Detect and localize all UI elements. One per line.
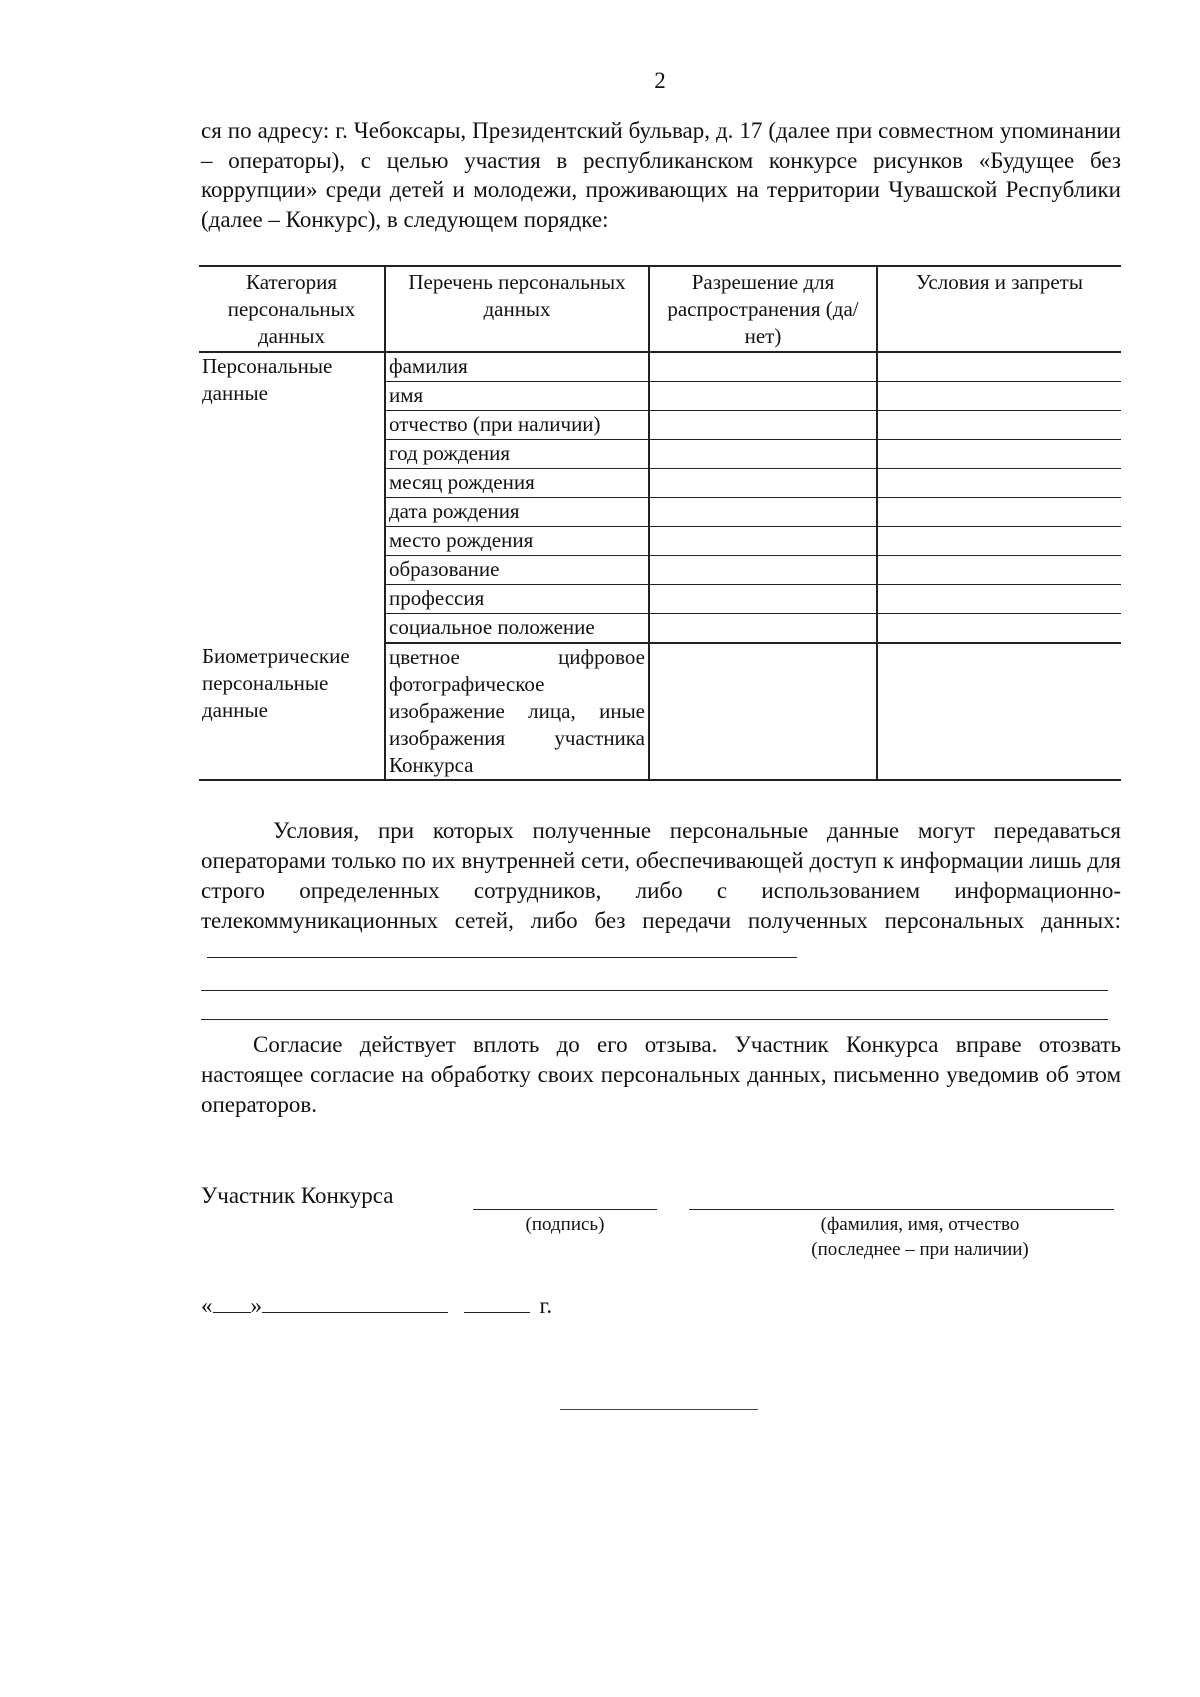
intro-paragraph: ся по адресу: г. Чебоксары, Президентский бульвар, д. 17 (далее при совместном упоминании – операторы), с целью участия в республиканском конкурсе рисунков «Будущее без коррупции» среди детей и молодежи, проживающих на территории Чувашской Республики (далее – Конкурс), в следующем порядке:: [201, 118, 1121, 232]
footer-divider: [560, 1409, 758, 1410]
table-row-item: фамилия: [385, 352, 649, 382]
header-conditions: Условия и запреты: [877, 266, 1121, 352]
conditions-cell[interactable]: [877, 498, 1121, 527]
permission-cell[interactable]: [649, 556, 877, 585]
consent-paragraph: Согласие действует вплоть до его отзыва. Участник Конкурса вправе отозвать настоящее согласие на обработку своих персональных данных, письменно уведомив об этом операторов.: [201, 1032, 1121, 1117]
conditions-cell[interactable]: [877, 411, 1121, 440]
signature-label: Участник Конкурса: [201, 1183, 394, 1208]
conditions-paragraph: [201, 816, 1121, 966]
category-biometric: Биометрические персональные данные: [199, 643, 385, 780]
permission-cell[interactable]: [649, 527, 877, 556]
conditions-fill-line-2[interactable]: [201, 990, 1108, 991]
conditions-cell[interactable]: [877, 585, 1121, 614]
page-number: 2: [654, 68, 666, 93]
permission-cell[interactable]: [649, 498, 877, 527]
conditions-fill-line-3[interactable]: [201, 1019, 1108, 1020]
category-personal: Персональные данные: [199, 352, 385, 643]
header-category: Категория персональных данных: [199, 266, 385, 352]
table-row-item: имя: [385, 382, 649, 411]
signature-line[interactable]: [473, 1209, 657, 1210]
conditions-cell[interactable]: [877, 352, 1121, 382]
table-row-item: профессия: [385, 585, 649, 614]
year-suffix: г.: [539, 1293, 553, 1318]
conditions-cell[interactable]: [877, 614, 1121, 644]
date-row: [201, 1293, 552, 1319]
conditions-cell[interactable]: [877, 469, 1121, 498]
table-row-item: место рождения: [385, 527, 649, 556]
conditions-text: Условия, при которых полученные персональные данные могут передаваться операторами только по их внутренней сети, обеспечивающей доступ к информации лишь для строго определенных сотрудников, либо с использованием информационно-телекоммуникационных сетей, либо без передачи полученных персональных данных:: [201, 818, 1121, 933]
table-row-item: социальное положение: [385, 614, 649, 644]
date-open-quote: «: [201, 1293, 213, 1318]
personal-data-table: [199, 265, 1121, 781]
permission-cell[interactable]: [649, 614, 877, 644]
year-field[interactable]: [464, 1294, 530, 1313]
table-row-item: отчество (при наличии): [385, 411, 649, 440]
date-close-quote: »: [250, 1293, 262, 1318]
permission-cell[interactable]: [649, 643, 877, 780]
conditions-cell[interactable]: [877, 382, 1121, 411]
permission-cell[interactable]: [649, 585, 877, 614]
table-row-item: дата рождения: [385, 498, 649, 527]
table-row-item: месяц рождения: [385, 469, 649, 498]
table-row-item: образование: [385, 556, 649, 585]
conditions-cell[interactable]: [877, 527, 1121, 556]
permission-cell[interactable]: [649, 411, 877, 440]
permission-cell[interactable]: [649, 382, 877, 411]
month-field[interactable]: [262, 1294, 448, 1313]
name-caption-line-1: (фамилия, имя, отчество: [820, 1214, 1020, 1235]
full-name-line[interactable]: [689, 1209, 1114, 1210]
day-field[interactable]: [213, 1294, 251, 1313]
table-row-item: год рождения: [385, 440, 649, 469]
header-permission: Разрешение для распространения (да/нет): [649, 266, 877, 352]
header-list: Перечень персональных данных: [385, 266, 649, 352]
permission-cell[interactable]: [649, 469, 877, 498]
conditions-cell[interactable]: [877, 440, 1121, 469]
permission-cell[interactable]: [649, 440, 877, 469]
table-row-item-biometric: цветное цифровое фотографическое изображение лица, иные изображения участника Конкурса: [385, 643, 649, 780]
conditions-cell[interactable]: [877, 643, 1121, 780]
permission-cell[interactable]: [649, 352, 877, 382]
name-caption-line-2: (последнее – при наличии): [811, 1239, 1029, 1260]
conditions-cell[interactable]: [877, 556, 1121, 585]
signature-caption: (подпись): [525, 1214, 605, 1235]
conditions-fill-line[interactable]: [207, 937, 797, 958]
